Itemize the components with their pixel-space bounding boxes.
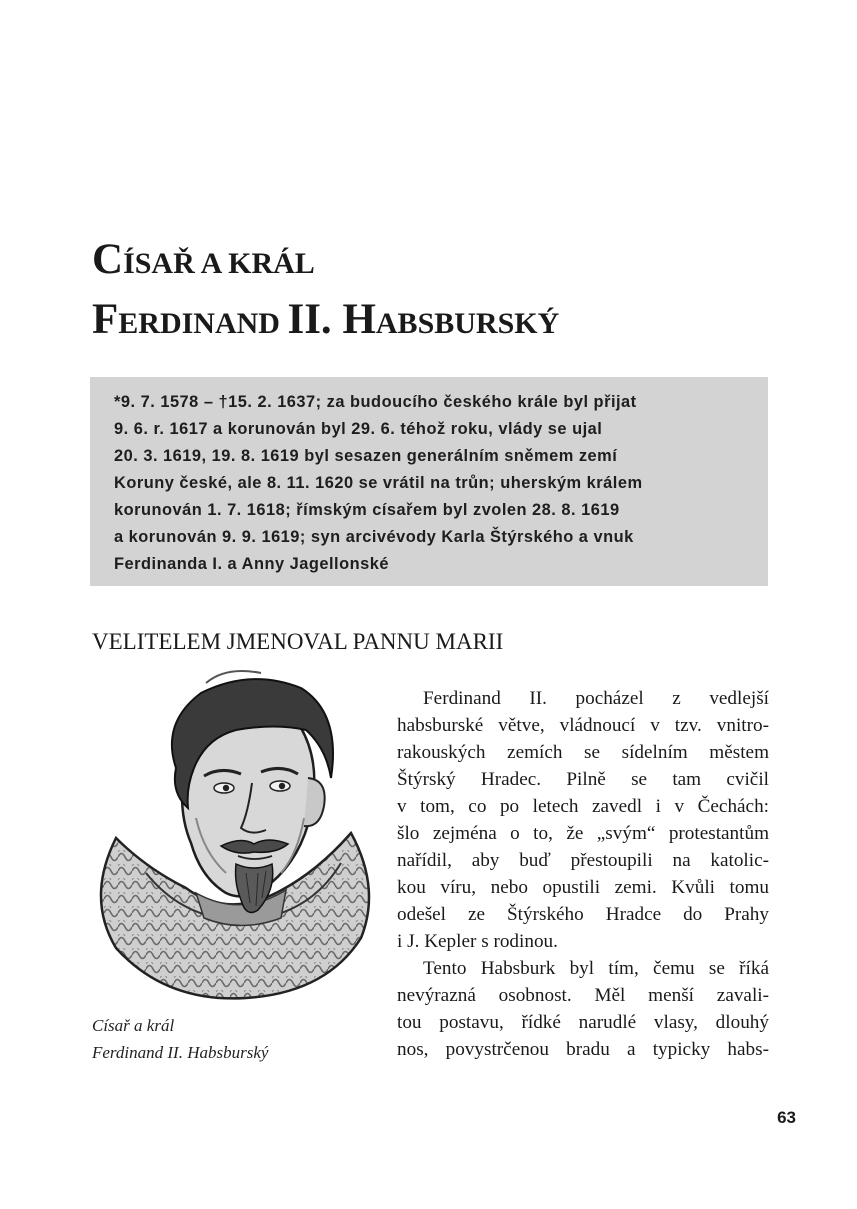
- body-paragraphs: [397, 685, 769, 1063]
- body-line: v tom, co po letech zavedl i v Čechách:: [397, 796, 769, 817]
- caption-line: Ferdinand II. Habsburský: [92, 1043, 269, 1062]
- info-line: korunován 1. 7. 1618; římským císařem byl zvolen 28. 8. 1619: [114, 501, 620, 519]
- body-line: šlo zejména o to, že „svým“ protestantům: [397, 823, 769, 844]
- title-line-1: CÍSAŘ A KRÁL: [92, 236, 315, 283]
- info-line: 9. 6. r. 1617 a korunován byl 29. 6. téhož roku, vlády se ujal: [114, 420, 603, 438]
- body-line: tou postavu, řídké narudlé vlasy, dlouhý: [397, 1012, 769, 1033]
- info-line: *9. 7. 1578 – †15. 2. 1637; za budoucího českého krále byl přijat: [114, 393, 637, 411]
- body-line: Štýrský Hradec. Pilně se tam cvičil: [397, 769, 769, 790]
- body-line: odešel ze Štýrského Hradce do Prahy: [397, 904, 769, 925]
- body-line: rakouských zemích se sídelním městem: [397, 742, 769, 763]
- body-line: i J. Kepler s rodinou.: [397, 931, 558, 952]
- biographical-info-box: [90, 377, 768, 586]
- info-line: 20. 3. 1619, 19. 8. 1619 byl sesazen generálním sněmem zemí: [114, 447, 618, 465]
- info-line: a korunován 9. 9. 1619; syn arcivévody Karla Štýrského a vnuk: [114, 528, 634, 546]
- info-line: Ferdinanda I. a Anny Jagellonské: [114, 555, 389, 573]
- body-line: nos, povystrčenou bradu a typicky habs-: [397, 1039, 769, 1060]
- title-line-2: FERDINAND II. HABSBURSKÝ: [92, 296, 560, 343]
- chapter-title: [92, 232, 772, 352]
- page-number: 63: [777, 1108, 796, 1127]
- section-heading: VELITELEM JMENOVAL PANNU MARII: [92, 629, 504, 654]
- body-line: nevýrazná osobnost. Měl menší zavali-: [397, 985, 769, 1006]
- figure-caption: [92, 1012, 372, 1066]
- body-line: habsburské větve, vládnoucí v tzv. vnitro-: [397, 715, 769, 736]
- body-line: Tento Habsburk byl tím, čemu se říká: [423, 958, 769, 979]
- body-line: Ferdinand II. pocházel z vedlejší: [423, 688, 769, 709]
- caption-line: Císař a král: [92, 1016, 175, 1035]
- portrait-illustration: [76, 668, 384, 1008]
- body-line: nařídil, aby buď přestoupili na katolic-: [397, 850, 769, 871]
- body-line: kou víru, nebo opustili zemi. Kvůli tomu: [397, 877, 769, 898]
- info-line: Koruny české, ale 8. 11. 1620 se vrátil na trůn; uherským králem: [114, 474, 643, 492]
